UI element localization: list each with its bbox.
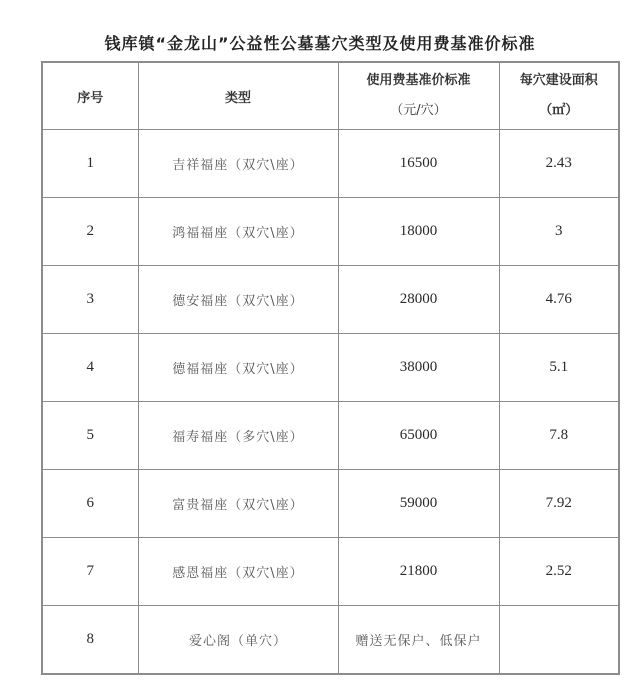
cell-price: 18000 <box>338 198 499 266</box>
header-area-label: 每穴建设面积 <box>519 73 598 88</box>
cell-type: 德福福座（双穴\座） <box>138 334 338 402</box>
table-row <box>42 402 619 470</box>
cell-index: 4 <box>42 334 138 402</box>
table-row <box>42 130 619 198</box>
cell-index: 3 <box>42 266 138 334</box>
cell-index: 1 <box>42 130 138 198</box>
cell-price: 16500 <box>338 130 499 198</box>
header-price-unit: （元/穴） <box>390 103 447 118</box>
header-price-label: 使用费基准价标准 <box>366 73 471 88</box>
header-price <box>338 62 499 130</box>
cell-area: 5.1 <box>499 334 619 402</box>
table-row <box>42 334 619 402</box>
document-title: 钱库镇“金龙山”公益性公墓墓穴类型及使用费基准价标准 <box>104 34 536 53</box>
table-row <box>42 470 619 538</box>
table-row <box>42 266 619 334</box>
cell-area: 7.8 <box>499 402 619 470</box>
header-area-unit: （㎡） <box>539 103 579 118</box>
cell-area: 4.76 <box>499 266 619 334</box>
table-row <box>42 606 619 675</box>
header-index: 序号 <box>42 62 138 130</box>
cell-type: 鸿福福座（双穴\座） <box>138 198 338 266</box>
cell-type: 德安福座（双穴\座） <box>138 266 338 334</box>
cell-type: 吉祥福座（双穴\座） <box>138 130 338 198</box>
header-area <box>499 62 619 130</box>
header-type: 类型 <box>138 62 338 130</box>
cell-index: 5 <box>42 402 138 470</box>
fee-standard-table <box>41 61 620 675</box>
cell-index: 6 <box>42 470 138 538</box>
cell-type: 富贵福座（双穴\座） <box>138 470 338 538</box>
cell-type: 爱心阁（单穴） <box>138 606 338 675</box>
cell-area <box>499 606 619 675</box>
cell-price: 65000 <box>338 402 499 470</box>
cell-area: 7.92 <box>499 470 619 538</box>
table-row <box>42 538 619 606</box>
table-row <box>42 198 619 266</box>
cell-price: 28000 <box>338 266 499 334</box>
cell-area: 2.43 <box>499 130 619 198</box>
cell-price: 59000 <box>338 470 499 538</box>
cell-type: 感恩福座（双穴\座） <box>138 538 338 606</box>
cell-type: 福寿福座（多穴\座） <box>138 402 338 470</box>
cell-price: 38000 <box>338 334 499 402</box>
table-header-row <box>42 62 619 130</box>
cell-area: 2.52 <box>499 538 619 606</box>
cell-index: 8 <box>42 606 138 675</box>
cell-index: 2 <box>42 198 138 266</box>
cell-price: 21800 <box>338 538 499 606</box>
cell-price: 赠送无保户、低保户 <box>338 606 499 675</box>
cell-index: 7 <box>42 538 138 606</box>
cell-area: 3 <box>499 198 619 266</box>
